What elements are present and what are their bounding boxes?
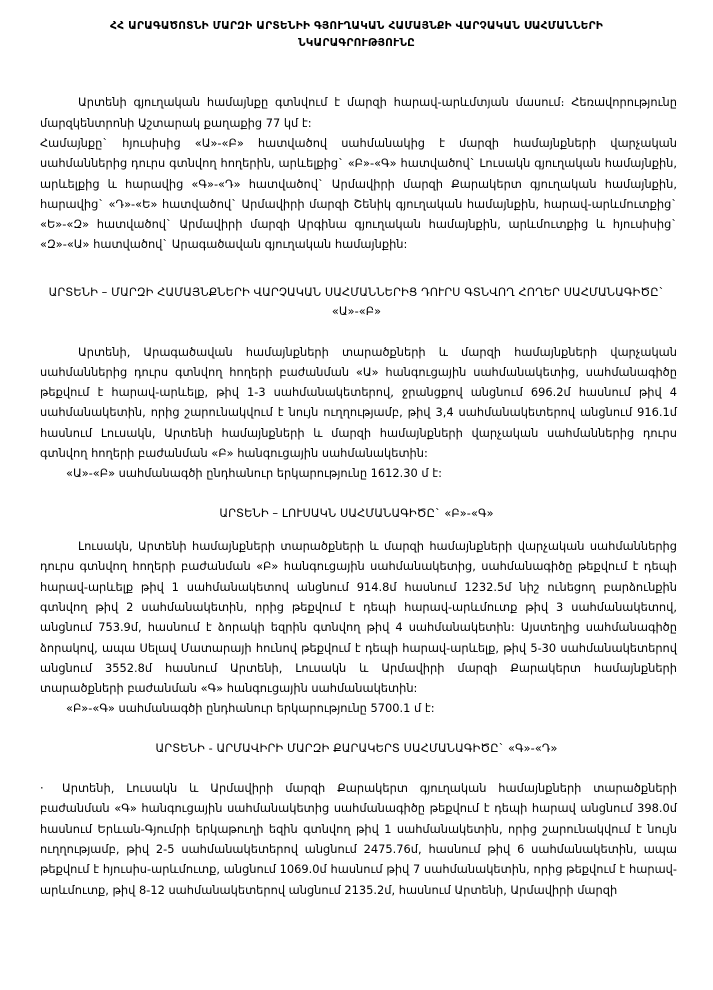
spacer: [0, 52, 713, 92]
spacer: [0, 758, 713, 778]
section-body-a-b: Արտենի, Արագածավան համայնքների տարածքների և մարզի համայնքների վարչական սահմաններից դուրս գտնվող հողերի բաժանման «Ա» հանգուցային սահմանակետից, սահմանագիծը թեքվում է հարավ-արևելք, թիվ 1-3 սահմանակետերով, ջրանցքով անցնում 696.2մ հասնում թիվ 4 սահմանակետին, որից շարունակվում է նույն ուղղությամբ, թիվ 3,4 սահմանակետերով անցնում 916.1մ հասնում Լուսակն, Արտենի համայնքների և մարզի համայնքների վարչական սահմաններից դուրս գտնվող հողերի բաժանման «Բ» հանգուցային սահմանակետին:: [40, 344, 677, 461]
spacer: [0, 719, 713, 739]
section-total-length-b-g: «Բ»-«Գ» սահմանագծի ընդհանուր երկարությունը 5700.1 մ է:: [66, 701, 435, 716]
page-title: ՀՀ ԱՐԱԳԱԾՈՏՆԻ ՄԱՐԶԻ ԱՐՏԵՆԻԻ ԳՅՈՒՂԱԿԱՆ ՀԱՄԱՅՆՔԻ ՎԱՐՉԱԿԱՆ ՍԱՀՄԱՆՆԵՐԻ ՆԿԱՐԱԳՐՈՒԹՅՈՒՆԸ: [109, 20, 604, 50]
section-body-g-d: [0, 778, 713, 900]
section-total-length-a-b: «Ա»-«Բ» սահմանագծի ընդհանուր երկարությունը 1612.30 մ է:: [66, 466, 442, 481]
spacer: [0, 484, 713, 504]
spacer: [0, 255, 713, 283]
section-body-b-g: Լուսակն, Արտենի համայնքների տարածքների և մարզի համայնքների վարչական սահմաններից դուրս գտնվող հողերի բաժանման «Բ» հանգուցային սահմանակետից, սահմանագիծը թեքվում է դեպի հարավ-արևելք թիվ 1 սահմանակետով անցնում 914.8մ հասնում 1232.5մ նիշ ունեցող բարձունքին գտնվող թիվ 2 սահմանակետին, որից թեքվում է դեպի հարավ-արևմուտք թիվ 3 սահմանակետով, անցնում 753.9մ, հասնում է ձորակի եզրին գտնվող թիվ 4 սահմանակետին: Այստեղից սահմանագիծը ձորակով, ապա Սելավ Մատարայի հունով թեքվում է դեպի հարավ-արևելք, թիվ 5-30 սահմանակետերով անցնում 3552.8մ հասնում Արտենի, Լուսակն և Արմավիրի մարզի Քարակերտ համայնքների տարածքների բաժանման «Գ» հանգուցային սահմանակետին:: [40, 539, 677, 696]
section-body-g-d-text: Արտենի, Լուսակն և Արմավիրի մարզի Քարակերտ գյուղական համայնքների տարածքների բաժանման «Գ» հանգուցային սահմանակետից սահմանագիծը թեքվում է դեպի հարավ անցնում 398.0մ հասնում Երևան-Գյումրի երկաթուղի եզին գտնվող թիվ 1 սահմանակետին, որից շարունակվում է նույն ուղղությամբ, թիվ 2-5 սահմանակետերով անցնում 2475.76մ, հասնում թիվ 6 սահմանակետին, ապա թեքվում է հյուսիս-արևմուտք, անցնում 1069.0մ հասնում թիվ 7 սահմանակետին, որից թեքվում է հարավ-արևմուտք, թիվ 8-12 սահմանակետերով անցնում 2135.2մ, հասնում Արտենի, Արմավիրի մարզի: [40, 781, 677, 897]
bullet-marker: ·: [40, 781, 44, 796]
spacer: [0, 523, 713, 536]
section-heading-a-b: ԱՐՏԵՆԻ – ՄԱՐԶԻ ՀԱՄԱՅՆՔՆԵՐԻ ՎԱՐՉԱԿԱՆ ՍԱՀՄԱՆՆԵՐԻՑ ԴՈՒՐՍ ԳՏՆՎՈՂ ՀՈՂԵՐ ՍԱՀՄԱՆԱԳԻԾԸ` «Ա»-«Բ»: [48, 285, 665, 319]
section-heading-b-g: ԱՐՏԵՆԻ – ԼՈՒՍԱԿՆ ՍԱՀՄԱՆԱԳԻԾԸ` «Բ»-«Գ»: [219, 506, 494, 520]
section-heading-g-d: ԱՐՏԵՆԻ - ԱՐՄԱՎԻՐԻ ՄԱՐԶԻ ՔԱՐԱԿԵՐՏ ՍԱՀՄԱՆԱԳԻԾԸ` «Գ»-«Դ»: [155, 741, 558, 755]
intro-paragraph-1: Արտենի գյուղական համայնքը գտնվում է մարզի հարավ-արևմտյան մասում։ Հեռավորությունը մարզկենտրոնի Աշտարակ քաղաքից 77 կմ է:: [40, 95, 677, 130]
spacer: [0, 322, 713, 342]
intro-paragraph-2: Համայնքը` հյուսիսից «Ա»-«Բ» հատվածով սահմանակից է մարզի համայնքների վարչական սահմաններից դուրս գտնվող հողերին, արևելքից` «Բ»-«Գ» հատվածով` Լուսակն գյուղական համայնքին, արևելքից և հարավից «Գ»-«Դ» հատվածով` Արմավիրի մարզի Քարակերտ գյուղական համայնքին, հարավից` «Դ»-«Ե» հատվածով` Արմավիրի մարզի Շենիկ գյուղական համայնքին, հարավ-արևմուտքից` «Ե»-«Զ» հատվածով` Արմավիրի մարզի Արգինա գյուղական համայնքին, արևմուտքից և հյուսիսից` «Զ»-«Ա» հատվածով` Արագածավան գյուղական համայնքին:: [40, 135, 677, 252]
